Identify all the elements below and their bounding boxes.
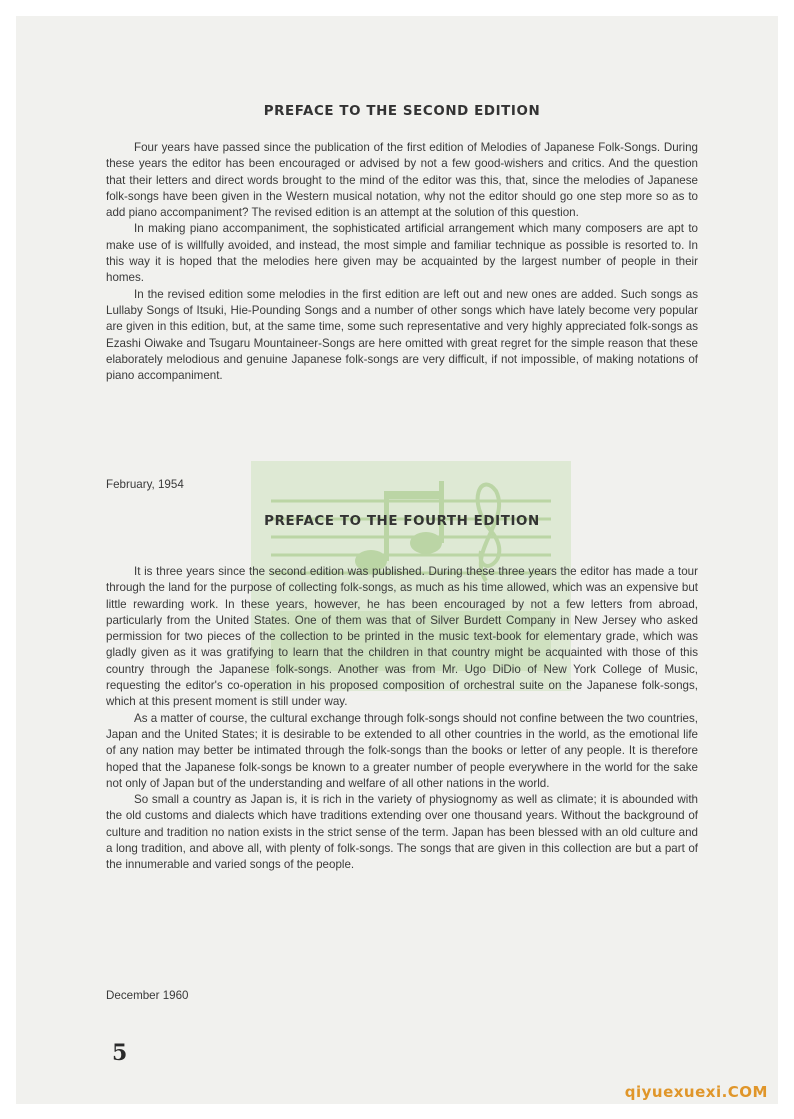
fourth-edition-date: December 1960 [106, 989, 189, 1002]
site-watermark-text-value: qiyuexuexi.COM [624, 1083, 768, 1101]
page-sheet [16, 16, 778, 1104]
second-edition-body [106, 140, 698, 384]
fourth-edition-heading: PREFACE TO THE FOURTH EDITION [264, 514, 540, 529]
fourth-edition-body [106, 564, 698, 874]
fourth-edition-paragraph-2: As a matter of course, the cultural exchange through folk-songs should not confine between the two countries, Japan and the United States; it is desirable to be extended to all other countries in the world, as the emotional life of any nation may better be intimated through the folk-songs than the books or letter of any people. It is therefore hoped that the Japanese folk-songs be known to a greater number of people everywhere in the world for the sake not only of Japan but of the understanding and welfare of all other nations in the world. [106, 711, 698, 790]
site-watermark-text [625, 1083, 768, 1101]
second-edition-date: February, 1954 [106, 478, 184, 491]
fourth-edition-paragraph-1: It is three years since the second edition was published. During these three years the editor has made a tour through the land for the purpose of collecting folk-songs, as much as his time allowed, which was an expensive but little rewarding work. In these years, however, he has been encouraged by not a few letters from abroad, particularly from the United States. One of them was that of Silver Burdett Company in New Jersey who asked permission for two pieces of the collection to be printed in the music text-book for elementary grade, which was gladly given as it was gratifying to learn that the children in that country might be acquainted with those of this country through the Japanese folk-songs. Another was from Mr. Ugo DiDio of New York College of Music, requesting the editor's co-operation in his proposed composition of orchestral suite on the Japanese folk-songs, which at this present moment is still under way. [106, 565, 698, 709]
page-number: 5 [112, 1040, 128, 1066]
second-edition-paragraph-3: In the revised edition some melodies in the first edition are left out and new ones are added. Such songs as Lullaby Songs of Itsuki, Hie-Pounding Songs and a number of other songs which have lately become very popular are given in this edition, but, at the same time, some such representative and very highly appreciated folk-songs as Ezashi Oiwake and Tsugaru Mountaineer-Songs are here omitted with great regret for the simple reason that these elaborately melodious and genuine Japanese folk-songs are very difficult, if not impossible, of making notations of piano accompaniment. [106, 287, 698, 383]
second-edition-paragraph-2: In making piano accompaniment, the sophisticated artificial arrangement which many composers are apt to make use of is willfully avoided, and instead, the most simple and familiar technique as possible is resorted to. In this way it is hoped that the melodies here given may be acquainted by the largest number of people in their homes. [106, 222, 698, 285]
fourth-edition-paragraph-3: So small a country as Japan is, it is rich in the variety of physiognomy as well as climate; it is abounded with the old customs and dialects which have traditions extending over one thousand years. Without the background of culture and tradition no nation exists in the strict sense of the term. Japan has been blessed with an old culture and a long tradition, and above all, with plenty of folk-songs. The songs that are given in this collection are but a part of the innumerable and varied songs of the people. [106, 793, 698, 872]
second-edition-paragraph-1: Four years have passed since the publication of the first edition of Melodies of Japanese Folk-Songs. During these years the editor has been encouraged or advised by not a few good-wishers and critics. And the question that their letters and direct words brought to the mind of the editor was this, that, since the melodies of Japanese folk-songs have been given in the Western musical notation, why not the editor should go one step more so as to add piano accompaniment? The revised edition is an attempt at the solution of this question. [106, 141, 698, 220]
second-edition-heading: PREFACE TO THE SECOND EDITION [263, 104, 541, 119]
